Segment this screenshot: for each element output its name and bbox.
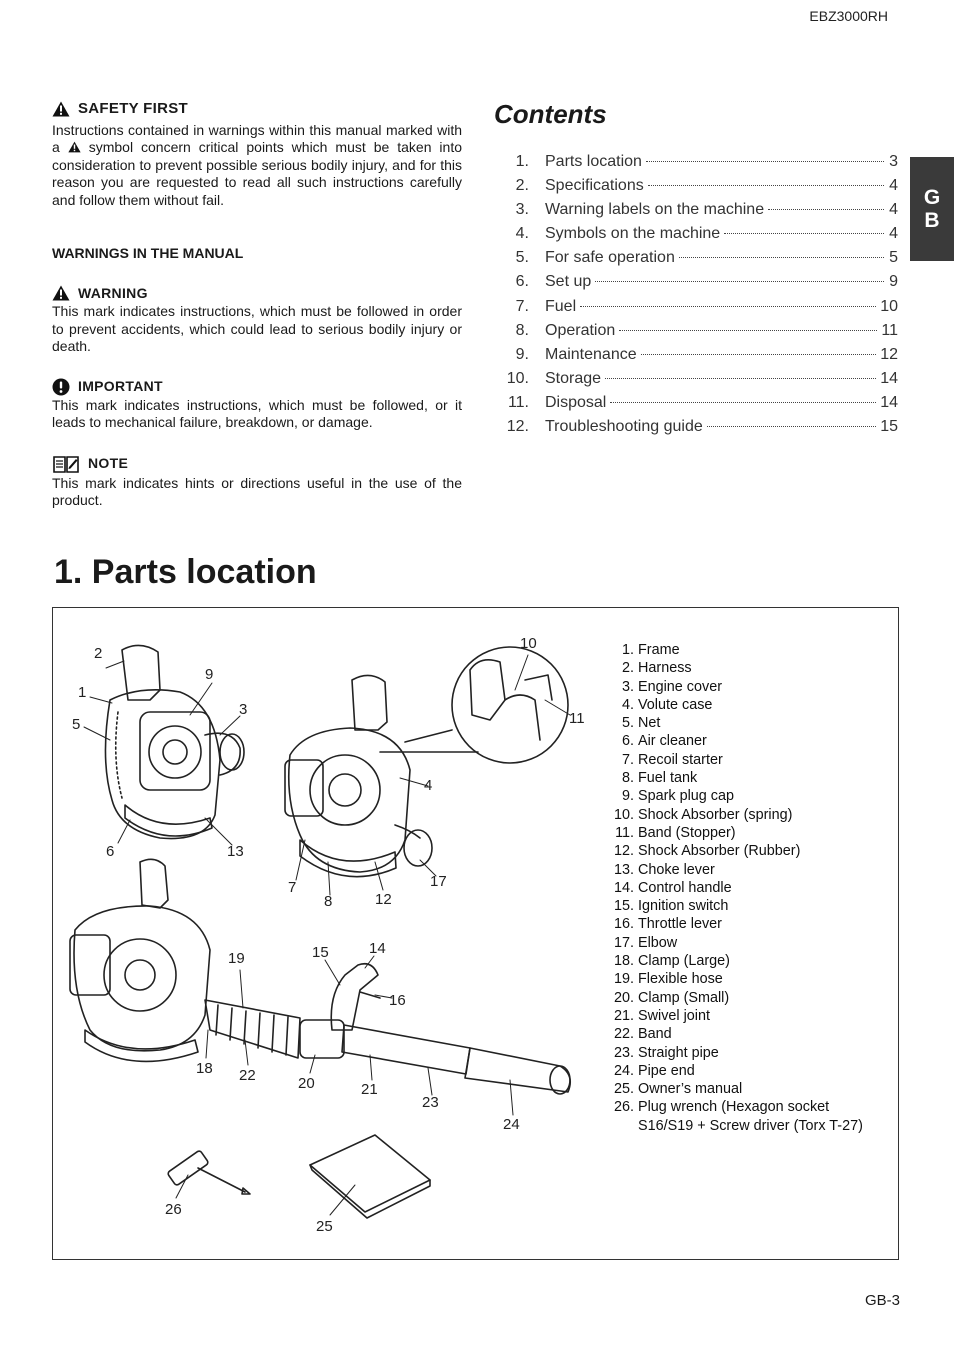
parts-list-item: [604, 970, 863, 988]
parts-list-label: Shock Absorber (Rubber): [638, 843, 801, 860]
callout-14: 14: [369, 940, 386, 957]
parts-list-number: 10.: [613, 806, 634, 823]
toc-item-page: 5: [889, 249, 898, 267]
parts-list-item: [604, 696, 863, 714]
toc-item-page: 14: [880, 393, 898, 411]
parts-list-item: [604, 952, 863, 970]
toc-item-number: 8.: [515, 321, 529, 339]
callout-9: 9: [205, 666, 214, 683]
toc-item-page: 15: [880, 418, 898, 436]
parts-list-item: [604, 934, 863, 952]
toc-item-page: 4: [889, 177, 898, 195]
parts-list-item: [604, 659, 863, 677]
page-number: GB-3: [864, 1292, 900, 1309]
parts-list-label: Engine cover: [638, 678, 722, 695]
parts-list-label: Pipe end: [638, 1062, 695, 1079]
callout-12: 12: [375, 891, 392, 908]
toc-item-page: 14: [880, 369, 898, 387]
toc-item-number: 4.: [515, 225, 529, 243]
model-number: EBZ3000RH: [809, 8, 888, 24]
toc-item-page: 3: [889, 153, 898, 170]
parts-list-item: [604, 787, 863, 805]
parts-list-item: [604, 678, 863, 696]
parts-list-continuation: S16/S19 + Screw driver (Torx T-27): [638, 1117, 863, 1134]
toc-item-label: Troubleshooting guide: [545, 418, 703, 436]
toc-item-page: 11: [881, 321, 898, 339]
toc-item-page: 12: [880, 345, 898, 363]
parts-list-number: 12.: [613, 843, 634, 860]
callout-10: 10: [520, 635, 537, 652]
parts-list-label: Ignition switch: [638, 898, 729, 915]
toc-item-label: Warning labels on the machine: [545, 201, 765, 219]
parts-list-item: [604, 641, 863, 659]
toc-item-label: Specifications: [545, 177, 644, 195]
parts-list-label: Choke lever: [638, 861, 715, 878]
parts-list-label: Control handle: [638, 879, 732, 896]
parts-list-item: [604, 1098, 863, 1116]
parts-list-number: 2.: [621, 660, 634, 677]
parts-list-item: [604, 842, 863, 860]
parts-list-number: 24.: [613, 1062, 634, 1079]
parts-list-label: Harness: [638, 660, 692, 677]
parts-list-number: 17.: [613, 934, 634, 951]
parts-list-label: Shock Absorber (spring): [638, 806, 793, 823]
parts-list-item: [604, 915, 863, 933]
toc-item-page: 9: [889, 273, 898, 291]
callout-13: 13: [227, 843, 244, 860]
parts-list-label: Clamp (Large): [638, 953, 730, 970]
parts-list-label: Net: [638, 715, 661, 732]
parts-list-item: [604, 714, 863, 732]
contents-title: Contents: [494, 99, 607, 129]
toc-item-page: 4: [889, 201, 898, 219]
parts-list-number: 21.: [613, 1007, 634, 1024]
parts-list-label: Fuel tank: [638, 770, 698, 787]
callout-26: 26: [165, 1201, 182, 1218]
callout-7: 7: [288, 879, 297, 896]
note-text: This mark indicates hints or directions useful in the use of the product.: [52, 474, 462, 508]
safety-first-title: SAFETY FIRST: [78, 100, 188, 117]
toc-item-number: 3.: [515, 201, 529, 219]
toc-item-number: 2.: [515, 177, 529, 195]
toc-item-label: Set up: [545, 273, 592, 291]
parts-list-label: Owner’s manual: [638, 1081, 743, 1098]
callout-20: 20: [298, 1075, 315, 1092]
parts-list-number: 25.: [613, 1081, 634, 1098]
toc-item-number: 9.: [515, 345, 529, 363]
parts-list-number: 7.: [621, 751, 634, 768]
leader-lines: [84, 655, 570, 1215]
toc-item-number: 12.: [506, 418, 529, 436]
blower-back-view: [105, 645, 244, 838]
parts-list-item: [604, 769, 863, 787]
blower-assembled: [70, 859, 570, 1094]
callout-2: 2: [94, 645, 103, 662]
parts-list-label: Recoil starter: [638, 751, 723, 768]
safety-first-text: Instructions contained in warnings within this manual marked with a symbol concern critical points which must be taken into consideration to prevent possible serious bodily injury, and for this reason you are requested to read all such instructions carefully and follow them without fail.: [52, 121, 462, 208]
parts-list-item: [604, 751, 863, 769]
plug-wrench: [167, 1150, 250, 1194]
parts-list-number: 22.: [613, 1026, 634, 1043]
parts-list-item: [604, 989, 863, 1007]
parts-list-label: Clamp (Small): [638, 989, 730, 1006]
parts-list-number: 1.: [621, 642, 634, 658]
toc-item-number: 10.: [506, 369, 529, 387]
parts-list-item: [604, 1062, 863, 1080]
important-text: This mark indicates instructions, which must be followed, or it leads to mechanical failure, breakdown, or damage.: [52, 396, 462, 430]
parts-list-number: 5.: [621, 715, 634, 732]
parts-list-label: Throttle lever: [638, 916, 722, 933]
parts-list-number: 8.: [621, 770, 634, 787]
parts-list-item: [604, 1025, 863, 1043]
parts-list-number: 23.: [613, 1044, 634, 1061]
parts-list: [604, 641, 863, 1135]
parts-list-label: Spark plug cap: [638, 788, 734, 805]
callout-3: 3: [239, 701, 248, 718]
language-tab-line1: G: [923, 186, 941, 209]
callout-25: 25: [316, 1218, 333, 1235]
callout-5: 5: [72, 716, 81, 733]
detail-zoom: [380, 647, 568, 763]
parts-list-number: 19.: [613, 971, 634, 988]
parts-list-number: 13.: [613, 861, 634, 878]
callout-1: 1: [78, 684, 87, 701]
toc-item-label: Parts location: [545, 153, 642, 170]
parts-list-label: Band: [638, 1026, 672, 1043]
parts-list-item: [604, 1007, 863, 1025]
important-title: IMPORTANT: [78, 377, 163, 394]
parts-list-number: 3.: [621, 678, 634, 695]
callout-15: 15: [312, 944, 329, 961]
callout-21: 21: [361, 1081, 378, 1098]
parts-list-label: Plug wrench (Hexagon socket: [638, 1099, 830, 1116]
parts-list-label: Straight pipe: [638, 1044, 719, 1061]
parts-list-label: Elbow: [638, 934, 678, 951]
callout-4: 4: [424, 777, 433, 794]
parts-list-number: 26.: [613, 1099, 634, 1116]
parts-list-item: [604, 732, 863, 750]
parts-list-item: [604, 806, 863, 824]
callout-19: 19: [228, 950, 245, 967]
toc-item-number: 11.: [507, 393, 529, 411]
language-tab-line2: B: [924, 209, 940, 232]
toc-item-label: Storage: [545, 369, 602, 387]
parts-list-number: 16.: [613, 916, 634, 933]
toc-item-label: Disposal: [545, 393, 607, 411]
callout-6: 6: [106, 843, 115, 860]
toc-item-label: Maintenance: [545, 345, 637, 363]
toc-item-number: 5.: [515, 249, 529, 267]
toc-item-number: 6.: [515, 273, 529, 291]
parts-location-title: 1. Parts location: [54, 553, 317, 591]
parts-list-item: [604, 824, 863, 842]
parts-list-item: [604, 861, 863, 879]
warning-text: This mark indicates instructions, which must be followed in order to prevent accidents, which could lead to serious bodily injury or death.: [52, 303, 462, 354]
callout-22: 22: [239, 1067, 256, 1084]
warnings-in-manual-heading: WARNINGS IN THE MANUAL: [52, 245, 244, 261]
parts-list-label: Volute case: [638, 696, 713, 713]
callout-17: 17: [430, 873, 447, 890]
toc-item-label: For safe operation: [545, 249, 675, 267]
callout-8: 8: [324, 893, 333, 910]
warning-title: WARNING: [78, 284, 148, 301]
callout-11: 11: [569, 710, 585, 727]
parts-list-number: 20.: [613, 989, 634, 1006]
toc-item-label: Fuel: [545, 297, 577, 315]
parts-list-label: Frame: [638, 642, 680, 658]
parts-list-label: Swivel joint: [638, 1007, 710, 1024]
parts-list-label: Air cleaner: [638, 733, 707, 750]
parts-list-number: 14.: [613, 879, 634, 896]
note-title: NOTE: [88, 454, 129, 471]
parts-list-number: 9.: [621, 788, 634, 805]
owners-manual: [310, 1135, 430, 1218]
parts-list-number: 4.: [621, 696, 634, 713]
blower-front-view: [285, 675, 432, 876]
callout-24: 24: [503, 1116, 520, 1133]
parts-list-item: [604, 1080, 863, 1098]
toc-item-label: Operation: [545, 321, 616, 339]
parts-list-item: [604, 879, 863, 897]
callout-18: 18: [196, 1060, 213, 1077]
parts-list-item: [604, 897, 863, 915]
toc-item-number: 1.: [515, 153, 529, 170]
toc-item-number: 7.: [515, 297, 529, 315]
toc-item-page: 10: [880, 297, 898, 315]
toc-item-page: 4: [889, 225, 898, 243]
callout-23: 23: [422, 1094, 439, 1111]
parts-list-label: Flexible hose: [638, 971, 723, 988]
parts-list-number: 15.: [613, 898, 634, 915]
toc-item-label: Symbols on the machine: [545, 225, 721, 243]
parts-list-item: [604, 1044, 863, 1062]
parts-list-number: 11.: [615, 824, 634, 841]
parts-list-number: 6.: [621, 733, 634, 750]
parts-list-label: Band (Stopper): [638, 824, 736, 841]
callout-16: 16: [389, 992, 406, 1009]
parts-list-number: 18.: [613, 953, 634, 970]
